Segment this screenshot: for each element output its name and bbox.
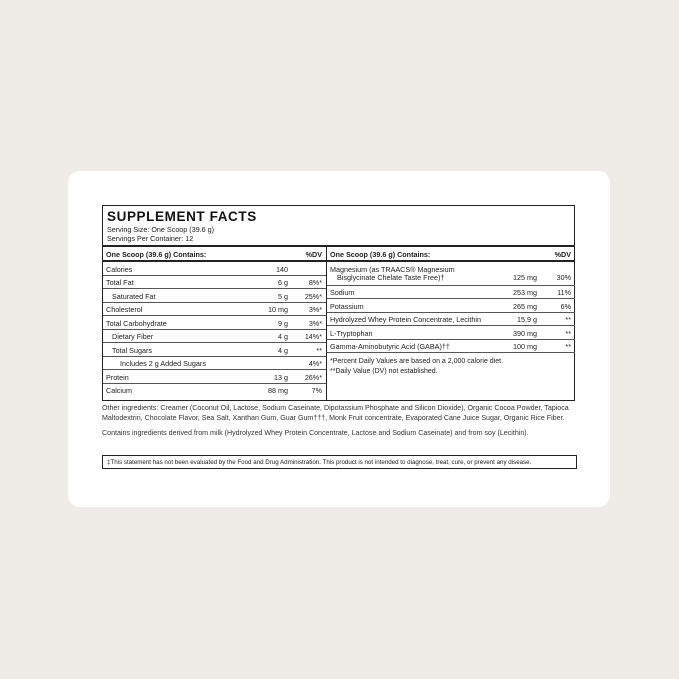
- nutrient-name: Magnesium (as TRAACS® Magnesium: [330, 264, 455, 274]
- nutrient-dv: 3%*: [308, 318, 322, 328]
- table-row: [103, 357, 326, 371]
- nutrient-name: Total Sugars: [112, 345, 152, 355]
- nutrient-amount: 10 mg: [268, 305, 288, 314]
- nutrient-dv: **: [565, 342, 571, 351]
- nutrient-dv: 3%*: [308, 305, 322, 314]
- nutrient-name: Hydrolyzed Whey Protein Concentrate, Lecithin: [330, 315, 482, 324]
- table-row: [103, 370, 326, 384]
- nutrient-dv: **: [565, 315, 571, 324]
- footnotes: [327, 353, 575, 377]
- serving-size: Serving Size: One Scoop (39.6 g): [107, 225, 215, 234]
- nutrient-amount: 125 mg: [513, 273, 537, 282]
- nutrient-amount: 140: [276, 264, 288, 274]
- nutrient-name: Protein: [106, 372, 129, 382]
- nutrient-name: Sodium: [330, 288, 355, 297]
- nutrient-dv: 6%: [560, 301, 571, 311]
- nutrient-dv: 26%*: [304, 372, 322, 382]
- nutrient-name: Gamma-Aminobutyric Acid (GABA)††: [330, 342, 450, 351]
- header-dv: %DV: [305, 249, 322, 259]
- nutrient-amount: 88 mg: [268, 386, 288, 395]
- nutrient-name: Cholesterol: [106, 305, 143, 314]
- nutrient-name: Calcium: [106, 386, 132, 395]
- nutrient-amount: 265 mg: [513, 301, 537, 311]
- right-nutrient-table: [327, 247, 575, 377]
- table-row: [327, 262, 575, 286]
- nutrient-amount: 253 mg: [513, 288, 537, 297]
- header-label: One Scoop (39.6 g) Contains:: [106, 249, 207, 259]
- nutrient-name: Total Fat: [106, 278, 134, 287]
- panel-title: SUPPLEMENT FACTS: [107, 209, 257, 224]
- nutrient-name: Saturated Fat: [112, 291, 156, 301]
- table-row: [327, 340, 575, 354]
- nutrient-dv: **: [316, 345, 322, 355]
- table-row: [327, 313, 575, 327]
- table-row: [103, 303, 326, 317]
- table-row: [327, 286, 575, 300]
- table-row: [103, 384, 326, 397]
- other-ingredients: Other ingredients: Creamer (Coconut Oil, Lactose, Sodium Caseinate, Dipotassium Phosphate and Silicon Dioxide), Organic Cocoa Powder, Tapioca Maltodextrin, Chocolate Flavor, Sea Salt, Xanthan Gum, Guar Gum†††, Monk Fruit concentrate, Evaporated Cane Juice Sugar, Organic Rice Fiber.: [102, 404, 569, 422]
- nutrient-name: L-Tryptophan: [330, 328, 373, 338]
- table-row: [103, 262, 326, 276]
- nutrient-amount: 9 g: [278, 318, 288, 328]
- table-row: [103, 343, 326, 357]
- nutrient-amount: 390 mg: [513, 328, 537, 338]
- table-header: [103, 247, 326, 262]
- nutrient-amount: 6 g: [278, 278, 288, 287]
- nutrient-dv: 14%*: [304, 332, 322, 341]
- nutrient-dv: 11%: [557, 288, 571, 297]
- table-header: [327, 247, 575, 262]
- nutrient-dv: 30%: [556, 273, 571, 282]
- nutrient-amount: 5 g: [278, 291, 288, 301]
- nutrient-amount: 4 g: [278, 345, 288, 355]
- nutrient-name: Includes 2 g Added Sugars: [120, 359, 206, 368]
- table-row: [327, 299, 575, 313]
- allergen-statement: Contains ingredients derived from milk (Hydrolyzed Whey Protein Concentrate, Lactose and Sodium Caseinate) and from soy (Lecithin).: [102, 429, 529, 437]
- nutrient-dv: 4%*: [308, 359, 322, 368]
- table-row: [327, 326, 575, 340]
- footnote-percent-dv: *Percent Daily Values are based on a 2,000 calorie diet.: [330, 358, 504, 365]
- footnote-dv-not-established: **Daily Value (DV) not established.: [330, 368, 438, 375]
- nutrient-dv: 7%: [311, 386, 322, 395]
- nutrient-amount: 13 g: [274, 372, 288, 382]
- nutrient-amount: 4 g: [278, 332, 288, 341]
- label-card: [68, 171, 610, 507]
- table-row: [103, 289, 326, 303]
- table-row: [103, 276, 326, 290]
- nutrient-dv: **: [565, 328, 571, 338]
- nutrient-name-continued: Bisglycinate Chelate Taste Free)†: [337, 273, 445, 282]
- supplement-facts-panel: [102, 205, 575, 401]
- nutrient-dv: 8%*: [308, 278, 322, 287]
- header-label: One Scoop (39.6 g) Contains:: [330, 249, 431, 259]
- servings-per-container: Servings Per Container: 12: [107, 234, 194, 243]
- nutrient-name: Dietary Fiber: [112, 332, 154, 341]
- nutrient-name: Calories: [106, 264, 133, 274]
- nutrient-amount: 15.9 g: [517, 315, 537, 324]
- table-row: [103, 316, 326, 330]
- nutrient-amount: 100 mg: [513, 342, 537, 351]
- left-nutrient-table: [103, 247, 326, 396]
- table-row: [103, 330, 326, 344]
- nutrient-name: Potassium: [330, 301, 364, 311]
- nutrient-dv: 25%*: [304, 291, 322, 301]
- header-dv: %DV: [554, 249, 571, 259]
- nutrient-name: Total Carbohydrate: [106, 318, 167, 328]
- fda-disclaimer: ‡This statement has not been evaluated by the Food and Drug Administration. This product is not intended to diagnose, treat, cure, or prevent any disease.: [102, 455, 577, 469]
